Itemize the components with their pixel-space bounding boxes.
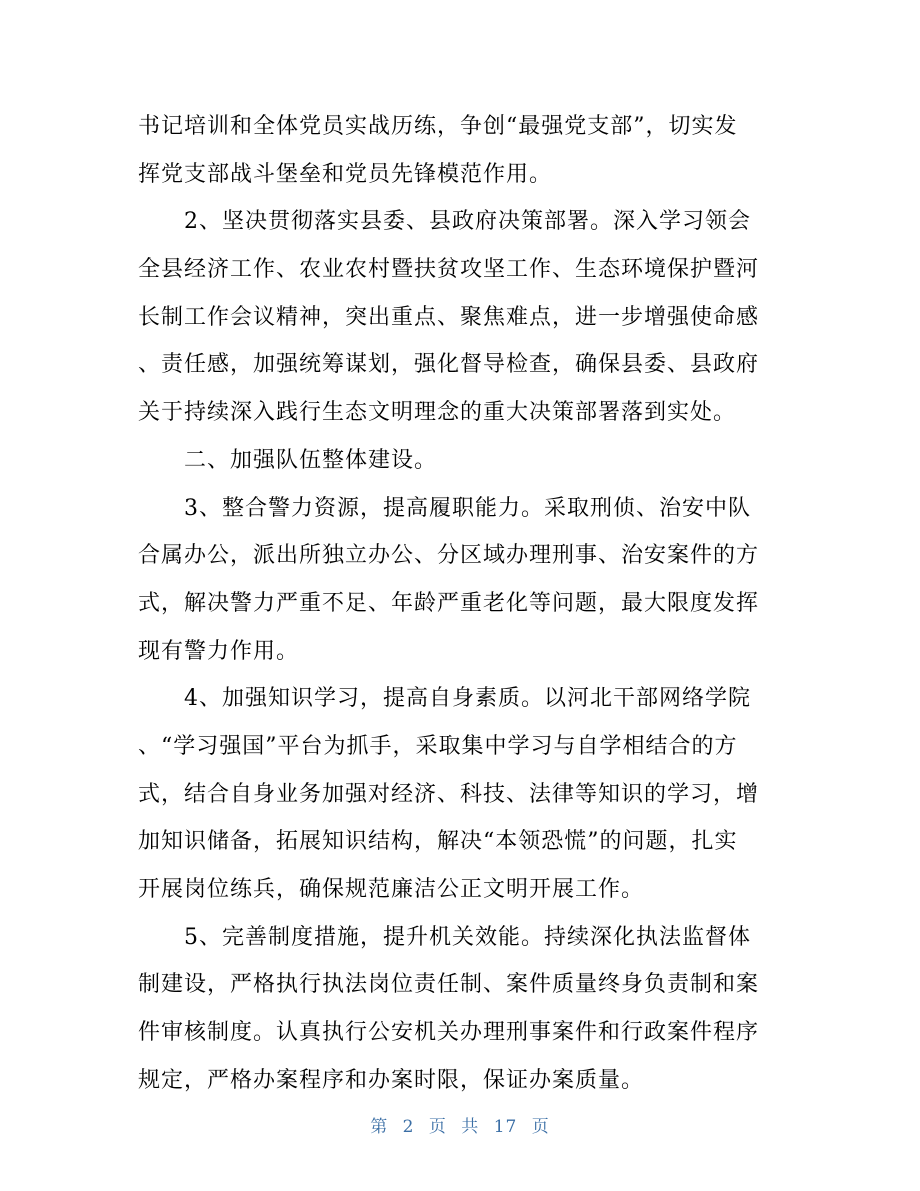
paragraph-line: 全县经济工作、农业农村暨扶贫攻坚工作、生态环境保护暨河 [138, 257, 760, 283]
paragraph-line: 关于持续深入践行生态文明理念的重大决策部署落到实处。 [138, 400, 737, 426]
paragraph-line: 书记培训和全体党员实战历练，争创“最强党支部”，切实发 [138, 114, 738, 139]
paragraph-line: 合属办公，派出所独立办公、分区域办理刑事、治安案件的方 [138, 543, 760, 569]
section-heading: 二、加强队伍整体建设。 [184, 447, 438, 473]
paragraph-line: 挥党支部战斗堡垒和党员先锋模范作用。 [138, 161, 553, 187]
footer-current-page: 2 [402, 1117, 415, 1137]
paragraph-line: 件审核制度。认真执行公安机关办理刑事案件和行政案件程序 [138, 1020, 760, 1046]
paragraph-line: 开展岗位练兵，确保规范廉洁公正文明开展工作。 [138, 877, 645, 902]
paragraph-line: 、“学习强国”平台为抓手，采取集中学习与自学相结合的方 [138, 733, 738, 759]
paragraph-line: 现有警力作用。 [138, 638, 300, 664]
footer-total-prefix: 共 [461, 1117, 480, 1137]
paragraph-line: 3、整合警力资源，提高履职能力。采取刑侦、治安中队 [184, 495, 751, 521]
footer-prefix: 第 [370, 1117, 389, 1137]
footer-total-pages: 17 [493, 1117, 518, 1137]
footer-page-label: 页 [428, 1117, 447, 1137]
paragraph-line: 4、加强知识学习，提高自身素质。以河北干部网络学院 [184, 686, 751, 712]
paragraph-line: 长制工作会议精神，突出重点、聚焦难点，进一步增强使命感 [138, 304, 760, 330]
paragraph-line: 制建设，严格执行执法岗位责任制、案件质量终身负责制和案 [138, 972, 760, 998]
footer-total-label: 页 [531, 1117, 550, 1137]
paragraph-line: 式，结合自身业务加强对经济、科技、法律等知识的学习，增 [138, 781, 760, 807]
paragraph-line: 式，解决警力严重不足、年龄严重老化等问题，最大限度发挥 [138, 590, 760, 616]
paragraph-line: 规定，严格办案程序和办案时限，保证办案质量。 [138, 1067, 645, 1093]
paragraph-line: 、责任感，加强统筹谋划，强化督导检查，确保县委、县政府 [138, 352, 760, 378]
paragraph-line: 2、坚决贯彻落实县委、县政府决策部署。深入学习领会 [184, 209, 751, 235]
page-footer [0, 1112, 920, 1137]
paragraph-line: 加知识储备，拓展知识结构，解决“本领恐慌”的问题，扎实 [138, 829, 738, 855]
paragraph-line: 5、完善制度措施，提升机关效能。持续深化执法监督体 [184, 924, 751, 950]
document-body [138, 103, 788, 1104]
